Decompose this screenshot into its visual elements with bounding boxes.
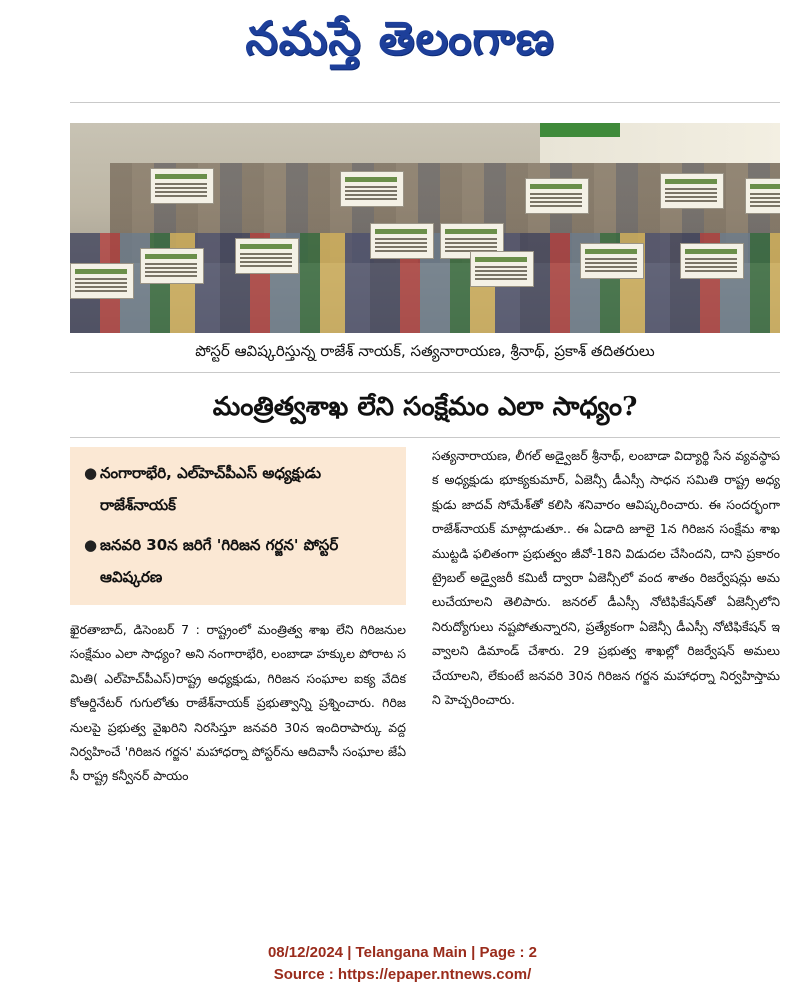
highlight-item: [84, 457, 396, 521]
held-poster: [370, 223, 434, 259]
held-poster: [235, 238, 299, 274]
held-poster: [660, 173, 724, 209]
footer-date-edition: 08/12/2024 | Telangana Main | Page : 2: [267, 944, 538, 961]
held-poster: [680, 243, 744, 279]
held-poster: [470, 251, 534, 287]
footer-source: Source : https://epaper.ntnews.com/: [273, 966, 532, 983]
held-poster: [70, 263, 134, 299]
masthead-title: నమస్తే తెలంగాణ: [245, 11, 555, 65]
news-photo: [70, 123, 780, 333]
article-headline: మంత్రిత్వశాఖ లేని సంక్షేమం ఎలా సాధ్యం?: [212, 392, 638, 422]
held-poster: [150, 168, 214, 204]
held-poster: [580, 243, 644, 279]
highlights-box: [70, 447, 406, 605]
held-poster: [745, 178, 780, 214]
held-poster: [525, 178, 589, 214]
top-divider: [70, 102, 780, 103]
photo-caption: పోస్టర్ ఆవిష్కరిస్తున్న రాజేశ్ నాయక్, సత్యనారాయణ, శ్రీనాథ్, ప్రకాశ్ తదితరులు: [195, 342, 655, 360]
headline-divider: [70, 437, 780, 438]
bullet-icon: ●: [84, 536, 98, 554]
photo-banner-strip: [540, 123, 620, 137]
article-body-left-column: ఖైరతాబాద్, డిసెంబర్ 7 : రాష్ట్రంలో మంత్రిత్వ శాఖ లేని గిరిజనుల సంక్షేమం ఎలా సాధ్యం? అని నంగారాభేరి, లంబాడా హక్కుల పోరాట సమితి( ఎల్‌హెచ్‌పీఎస్)రాష్ట్ర అధ్యక్షుడు, గిరిజన సంఘాల ఐక్య వేదిక కోఆర్డినేటర్ గుగులోతు రాజేశ్‌నాయక్ ప్రభుత్వాన్ని ప్రశ్నించారు. గిరిజనులపై ప్రభుత్వ వైఖరిని నిరసిస్తూ జనవరి 30న ఇందిరాపార్కు వద్ద నిర్వహించే 'గిరిజన గర్జన' మహాధర్నా పోస్టర్‌ను ఆదివాసీ సంఘాల జేఏసీ రాష్ట్ర కన్వీనర్ పాయం: [70, 622, 406, 784]
bullet-icon: ●: [84, 464, 98, 482]
caption-divider: [70, 372, 780, 373]
highlight-text: జనవరి 30న జరిగే 'గిరిజన గర్జన' పోస్టర్ ఆవిష్కరణ: [100, 536, 339, 586]
held-poster: [340, 171, 404, 207]
highlight-item: [84, 529, 396, 593]
held-poster: [140, 248, 204, 284]
article-body-right-column: సత్యనారాయణ, లీగల్ అడ్వైజర్ శ్రీనాథ్, లంబాడా విద్యార్థి సేన వ్యవస్థాపక అధ్యక్షుడు భూక్యకుమార్, ఏజెన్సీ డీఎస్సీ సాధన సమితి రాష్ట్ర అధ్యక్షుడు జాదవ్ సోమేశ్‌తో కలిసి శనివారం ఆవిష్కరించారు. ఈ సందర్భంగా రాజేశ్‌నాయక్ మాట్లాడుతూ.. ఈ ఏడాది జూలై 1న గిరిజన సంక్షేమ శాఖ ముట్టడి ఫలితంగా ప్రభుత్వం జీవో-18ని విడుదల చేసిందని, దాని ప్రకారం ట్రైబల్ అడ్వైజరీ కమిటీ ద్వారా ఏజెన్సీలో వంద శాతం రిజర్వేషన్లు అమలుచేయాలని తెలిపారు. జనరల్ డీఎస్సీ నోటిఫికేషన్‌తో ఏజెన్సీలోని నిరుద్యోగులు నష్టపోతున్నారని, ప్రత్యేకంగా ఏజెన్సీ డీఎస్సీ నోటిఫికేషన్ ఇవ్వాలని డిమాండ్ చేశారు. 29 ప్రభుత్వ శాఖల్లో రిజర్వేషన్ అమలు చేయాలని, లేకుంటే జనవరి 30న గిరిజన గర్జన మహాధర్నా నిర్వహిస్తామని హెచ్చరించారు.: [432, 448, 780, 708]
highlight-text: నంగారాభేరి, ఎల్‌హెచ్‌పీఎస్ అధ్యక్షుడు రాజేశ్‌నాయక్: [100, 464, 322, 514]
